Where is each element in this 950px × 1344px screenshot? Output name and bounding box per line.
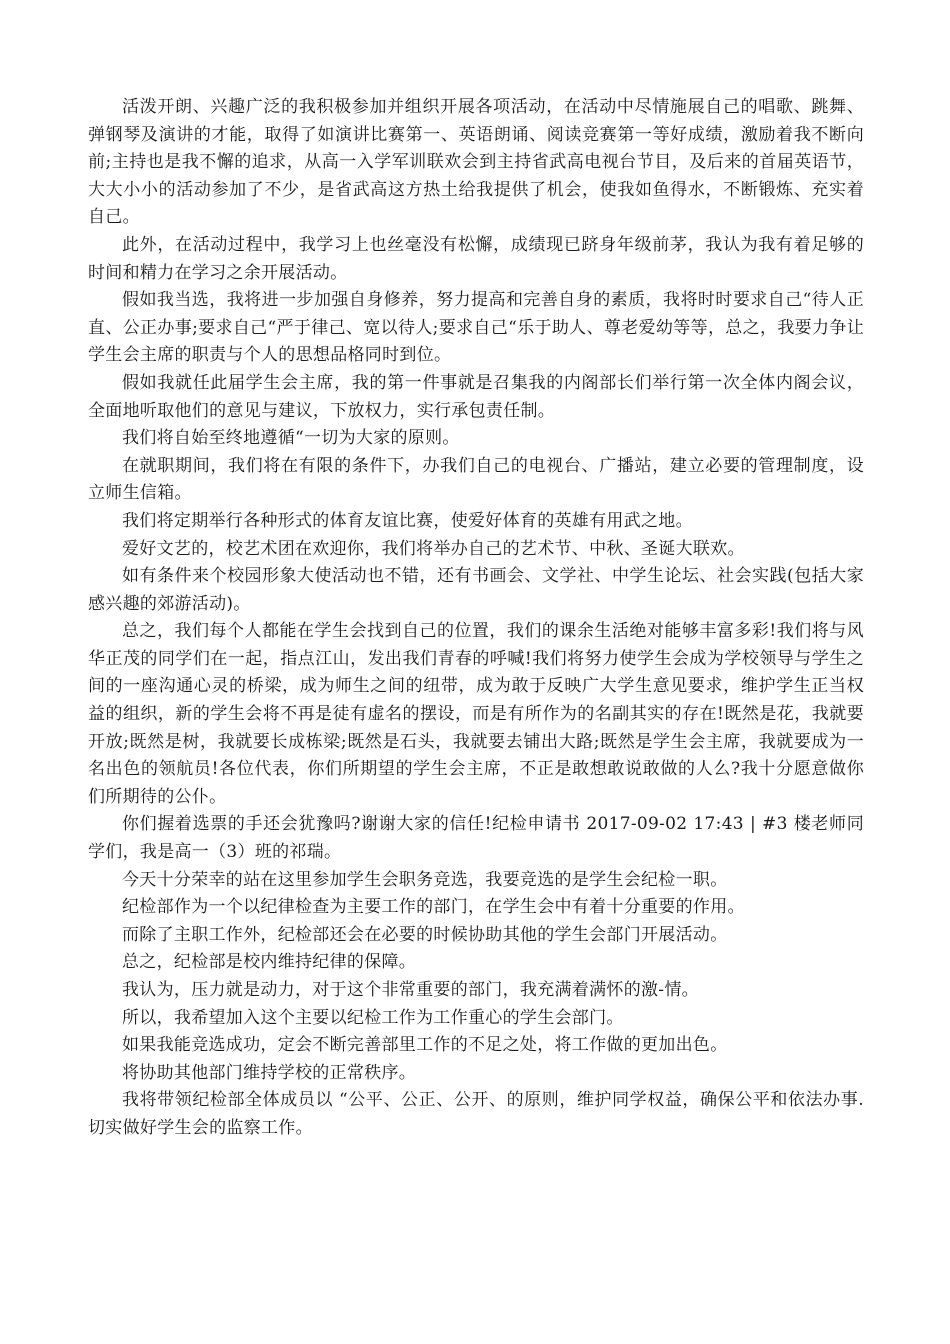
paragraph: 将协助其他部门维持学校的正常秩序。 [122, 1062, 417, 1083]
paragraph: 此外，在活动过程中，我学习上也丝毫没有松懈，成绩现已跻身年级前茅，我认为我有着足够的时间和精力在学习之余开展活动。 [88, 234, 864, 283]
paragraph: 假如我就任此届学生会主席，我的第一件事就是召集我的内阁部长们举行第一次全体内阁会议，全面地听取他们的意见与建议，下放权力，实行承包责任制。 [88, 372, 864, 421]
document-body [88, 94, 864, 1143]
paragraph: 我们将定期举行各种形式的体育友谊比赛，使爱好体育的英雄有用武之地。 [122, 510, 693, 531]
paragraph: 今天十分荣幸的站在这里参加学生会职务竞选，我要竞选的是学生会纪检一职。 [122, 869, 728, 890]
paragraph: 活泼开朗、兴趣广泛的我积极参加并组织开展各项活动，在活动中尽情施展自己的唱歌、跳舞、弹钢琴及演讲的才能，取得了如演讲比赛第一、英语朗诵、阅读竞赛第一等好成绩，激励着我不断向前;主持也是我不懈的追求，从高一入学军训联欢会到主持省武高电视台节目，及后来的首届英语节，大大小小的活动参加了不少，是省武高这方热土给我提供了机会，使我如鱼得水，不断锻炼、充实着自己。 [88, 97, 864, 228]
paragraph: 爱好文艺的，校艺术团在欢迎你，我们将举办自己的艺术节、中秋、圣诞大联欢。 [122, 538, 745, 559]
paragraph: 总之，纪检部是校内维持纪律的保障。 [122, 952, 417, 973]
paragraph: 我认为，压力就是动力，对于这个非常重要的部门，我充满着满怀的激-情。 [122, 980, 699, 1000]
paragraph: 在就职期间，我们将在有限的条件下，办我们自己的电视台、广播站，建立必要的管理制度，设立师生信箱。 [88, 455, 864, 504]
paragraph: 纪检部作为一个以纪律检查为主要工作的部门，在学生会中有着十分重要的作用。 [122, 897, 745, 918]
paragraph: 如果我能竞选成功，定会不断完善部里工作的不足之处，将工作做的更加出色。 [122, 1035, 728, 1056]
paragraph: 所以，我希望加入这个主要以纪检工作为工作重心的学生会部门。 [122, 1007, 624, 1028]
paragraph: 如有条件来个校园形象大使活动也不错，还有书画会、文学社、中学生论坛、社会实践(包括大家感兴趣的郊游活动)。 [88, 566, 864, 614]
paragraph: 而除了主职工作外，纪检部还会在必要的时候协助其他的学生会部门开展活动。 [122, 924, 728, 945]
paragraph: 我将带领纪检部全体成员以 “公平、公正、公开、的原则，维护同学权益，确保公平和依法办事. 切实做好学生会的监察工作。 [88, 1090, 864, 1138]
paragraph: 假如我当选，我将进一步加强自身修养，努力提高和完善自身的素质，我将时时要求自己“待人正直、公正办事;要求自己“严于律己、宽以待人;要求自己“乐于助人、尊老爱幼等等，总之，我要力争让学生会主席的职责与个人的思想品格同时到位。 [88, 290, 864, 366]
paragraph: 你们握着选票的手还会犹豫吗?谢谢大家的信任!纪检申请书 2017-09-02 17:43 | #3 楼老师同学们，我是高一（3）班的祁瑞。 [88, 814, 864, 863]
paragraph: 总之，我们每个人都能在学生会找到自己的位置，我们的课余生活绝对能够丰富多彩!我们将与风华正茂的同学们在一起，指点江山，发出我们青春的呼喊!我们将努力使学生会成为学校领导与学生之间的一座沟通心灵的桥梁，成为师生之间的纽带，成为敢于反映广大学生意见要求，维护学生正当权益的组织，新的学生会将不再是徒有虚名的摆设，而是有所作为的名副其实的存在!既然是花，我就要开放;既然是树，我就要长成栋梁;既然是石头，我就要去铺出大路;既然是学生会主席，我就要成为一名出色的领航员!各位代表，你们所期望的学生会主席，不正是敢想敢说敢做的人么?我十分愿意做你们所期待的公仆。 [88, 621, 864, 807]
paragraph: 我们将自始至终地遵循“一切为大家的原则。 [122, 428, 460, 449]
